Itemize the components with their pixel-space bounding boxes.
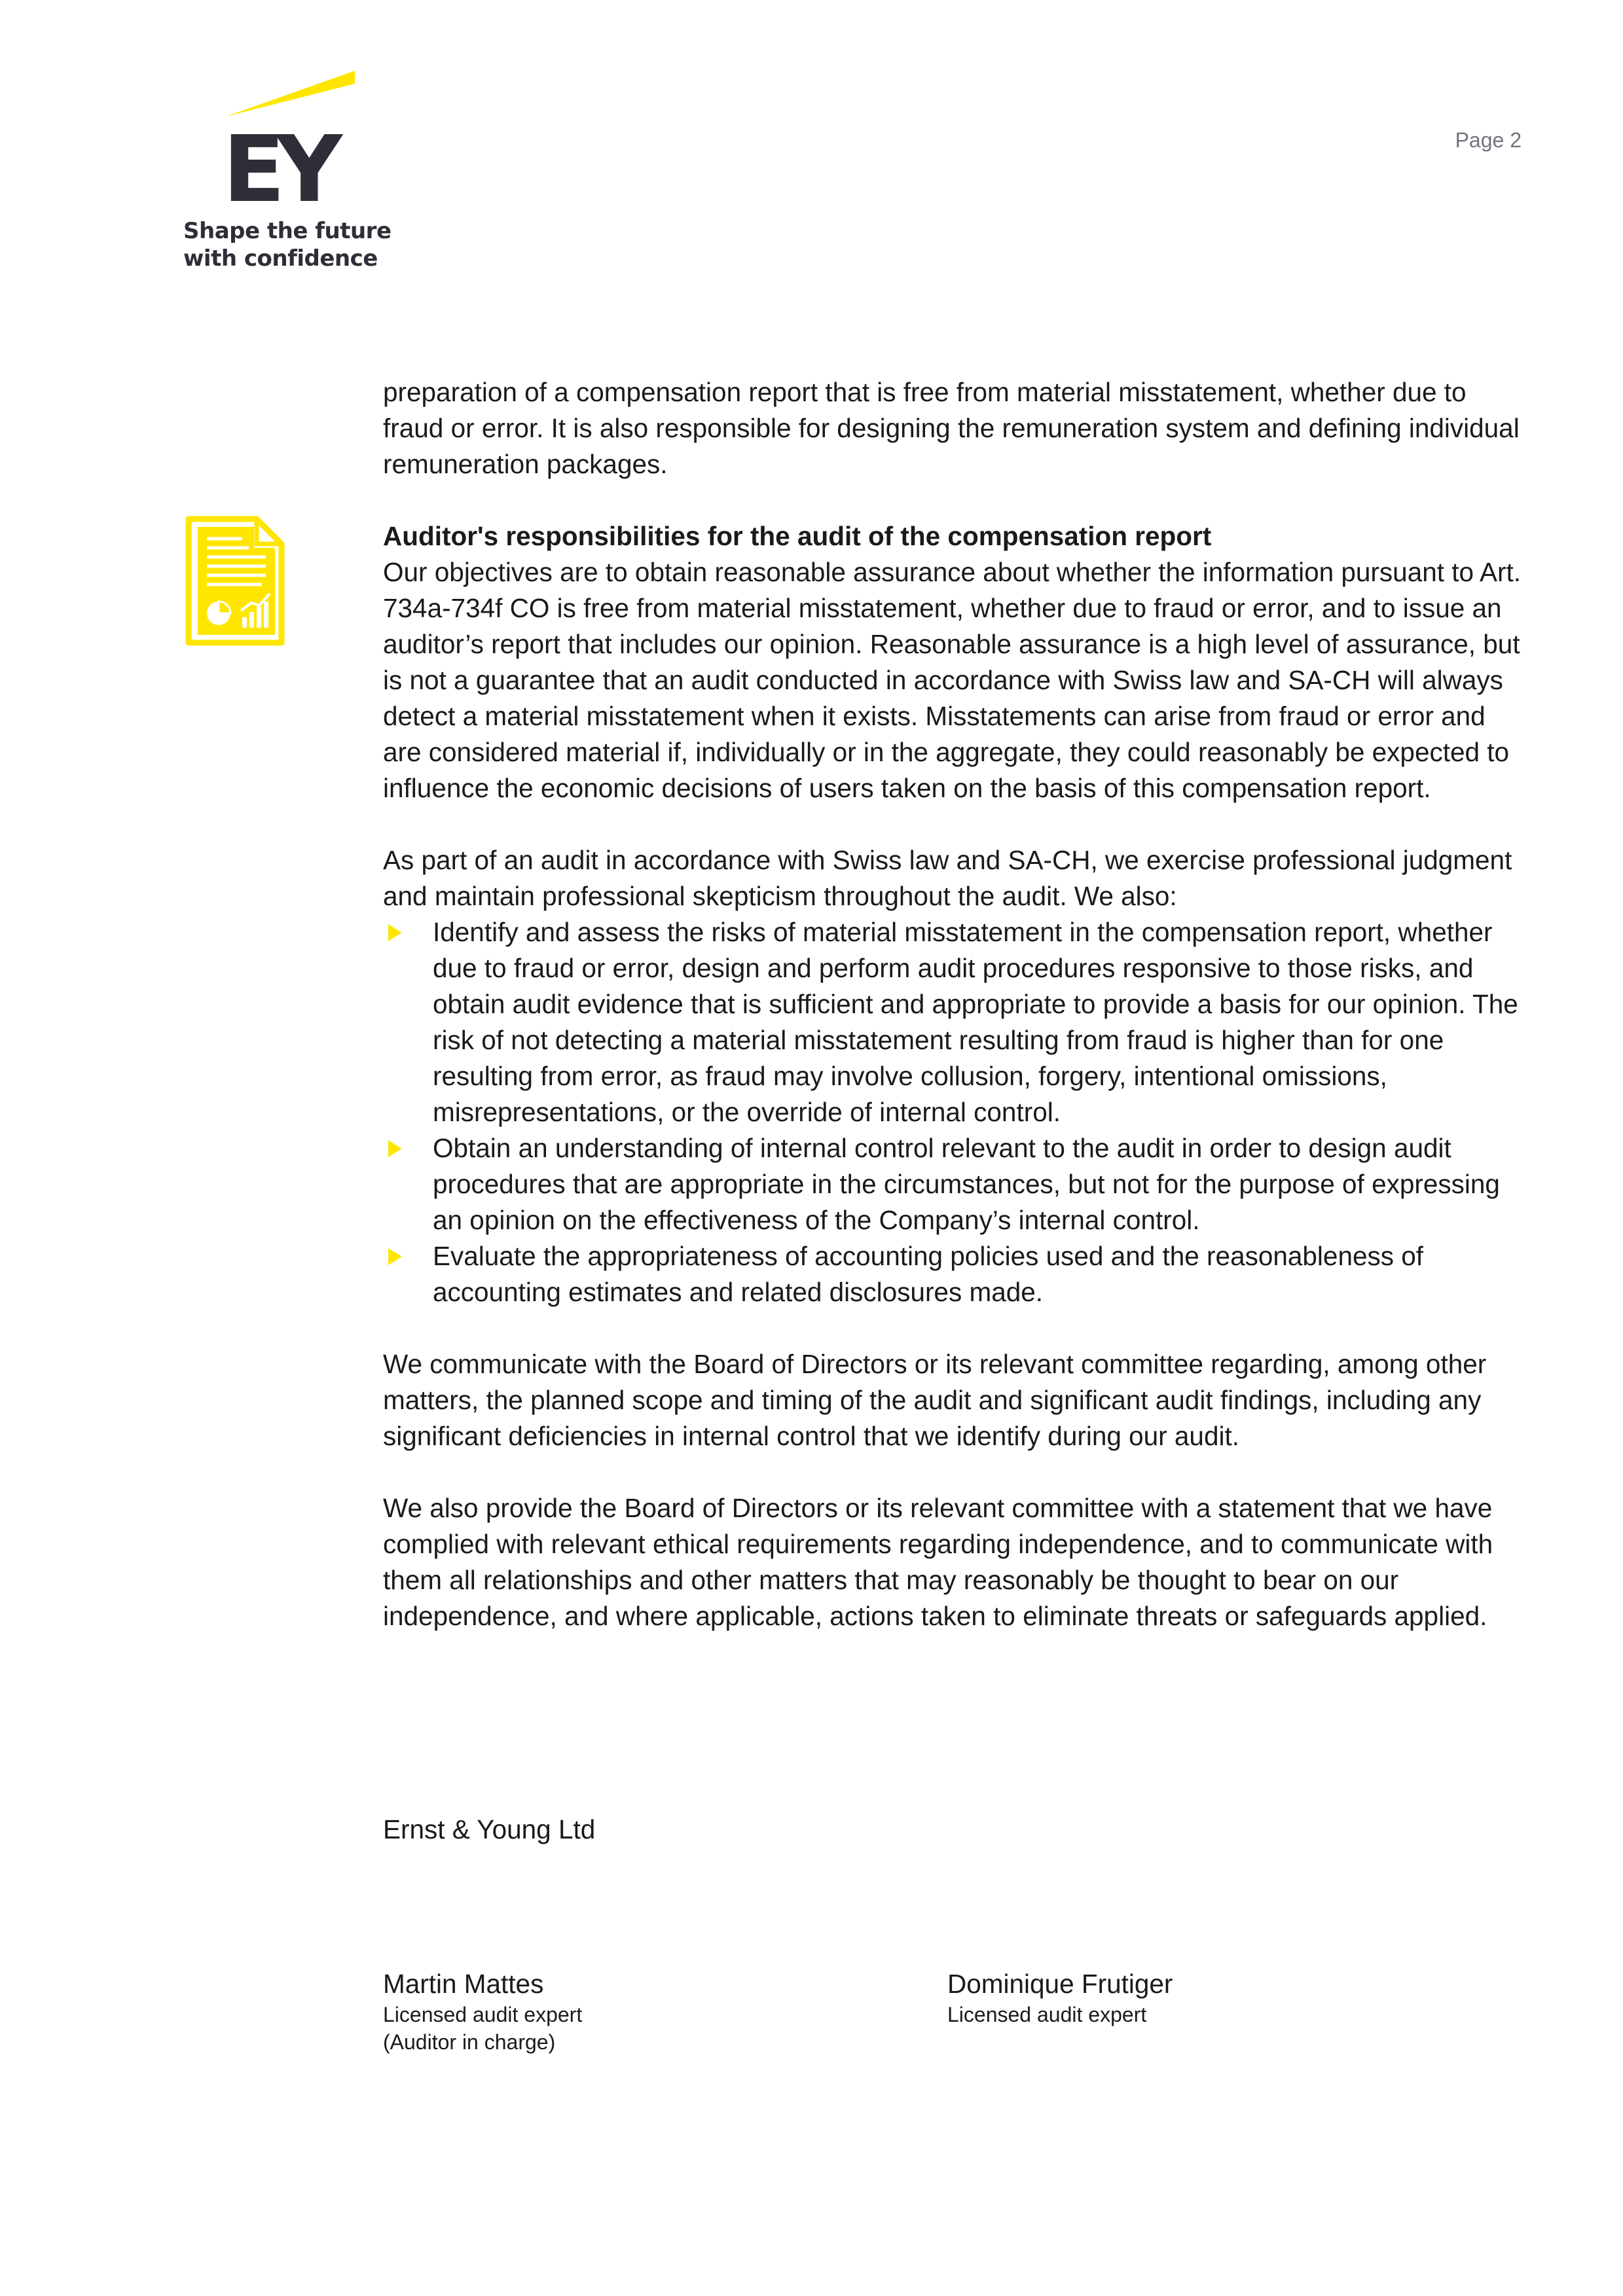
tagline-line-1: Shape the future (183, 218, 392, 244)
bullet-arrow-icon (388, 1140, 402, 1157)
ey-logo (183, 65, 393, 281)
bullet-arrow-icon (388, 924, 402, 941)
list-item: Obtain an understanding of internal control relevant to the audit in order to design audit procedures that are appropriate in the circumstances, but not for the purpose of expressing an opinion on the effectiveness of the Company’s internal control. (383, 1130, 1525, 1238)
tagline-line-2: with confidence (183, 245, 378, 272)
signer-title: Licensed audit expert (383, 2003, 583, 2026)
svg-text:EY: EY (223, 117, 334, 213)
objectives-paragraph: Our objectives are to obtain reasonable assurance about whether the information pursuant to Art. 734a-734f CO is free from material misstatement, whether due to fraud or error, and to issue an auditor’s report that includes our opinion. Reasonable assurance is a high level of assurance, but is not a guarantee that an audit conducted in accordance with Swiss law and SA-CH will always detect a material misstatement when it exists. Misstatements can arise from fraud or error and are considered material if, individually or in the aggregate, they could reasonably be expected to influence the economic decisions of users taken on the basis of this compensation report. (383, 557, 1522, 803)
communication-paragraph: We communicate with the Board of Directors or its relevant committee regarding, among other matters, the planned scope and timing of the audit and significant audit findings, including any significant deficiencies in internal control that we identify during our audit. (383, 1349, 1487, 1451)
list-item: Identify and assess the risks of material misstatement in the compensation report, whether due to fraud or error, design and perform audit procedures responsive to those risks, and obtain audit evidence that is sufficient and appropriate to provide a basis for our opinion. The risk of not detecting a material misstatement resulting from fraud is higher than for one resulting from error, as fraud may involve collusion, forgery, intentional omissions, misrepresentations, or the override of internal control. (383, 914, 1525, 1130)
ey-logo-mark (183, 65, 393, 213)
signer-name: Dominique Frutiger (947, 1969, 1173, 1999)
signer-block (947, 1967, 1173, 2028)
procedures-paragraph: As part of an audit in accordance with Swiss law and SA-CH, we exercise professional judgment and maintain professional skepticism throughout the audit. We also: (383, 845, 1512, 911)
signer-title: Licensed audit expert (947, 2003, 1147, 2026)
signer-role: (Auditor in charge) (383, 2030, 556, 2054)
list-item: Evaluate the appropriateness of accounting policies used and the reasonableness of accounting estimates and related disclosures made. (383, 1238, 1525, 1310)
ey-tagline (183, 217, 393, 272)
intro-paragraph: preparation of a compensation report that is free from material misstatement, whether due to fraud or error. It is also responsible for designing the remuneration system and defining individual remuneration packages. (383, 377, 1520, 479)
section-heading: Auditor's responsibilities for the audit of the compensation report (383, 521, 1212, 551)
independence-paragraph: We also provide the Board of Directors or its relevant committee with a statement that we have complied with relevant ethical requirements regarding independence, and to communicate with them all relationships and other matters that may reasonably be thought to bear on our independence, and where applicable, actions taken to eliminate threats or safeguards applied. (383, 1493, 1493, 1631)
bullet-arrow-icon (388, 1248, 402, 1265)
page-number: Page 2 (1455, 128, 1522, 152)
signer-name: Martin Mattes (383, 1969, 544, 1999)
report-body (383, 374, 1525, 1634)
signer-block (383, 1967, 582, 2056)
report-document-icon (183, 514, 288, 651)
firm-name: Ernst & Young Ltd (383, 1814, 596, 1844)
procedures-list (383, 914, 1525, 1310)
